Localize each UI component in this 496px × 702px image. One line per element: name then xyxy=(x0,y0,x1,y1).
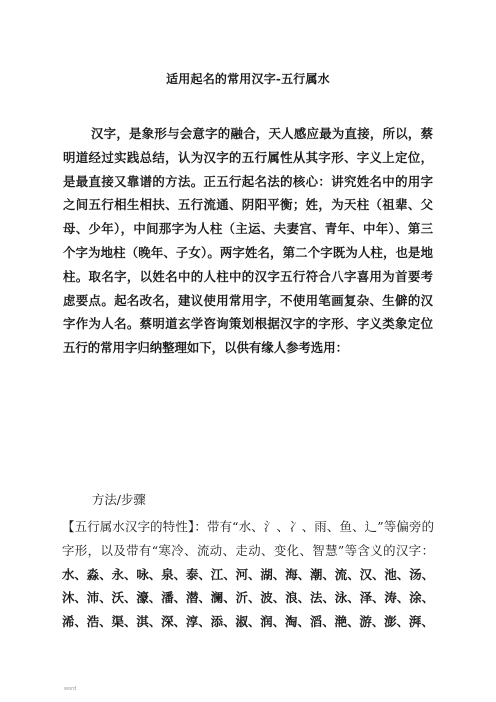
page-footer: word xyxy=(64,686,77,692)
wuxing-heading: 【五行属水汉字的特性】：带有“水、氵、冫、雨、鱼、辶”等偏旁的字形，以及带有“寒冷、流动、走动、变化、智慧”等含义的汉字： xyxy=(62,519,434,558)
wuxing-char-list: 水、淼、永、咏、泉、泰、江、河、湖、海、潮、流、汉、池、汤、沐、沛、沃、濠、潘、潜、澜、沂、波、浪、法、泳、泽、涛、涂、浠、浩、渠、淇、深、淳、添、淑、润、淘、滔、滟、游、澎、湃、 xyxy=(62,566,434,630)
wuxing-paragraph xyxy=(62,515,434,634)
document-title: 适用起名的常用汉字-五行属水 xyxy=(166,72,330,86)
intro-paragraph: 汉字，是象形与会意字的融合，天人感应最为直接，所以，蔡明道经过实践总结，认为汉字的五行属性从其字形、字义上定位，是最直接又靠谱的方法。正五行起名法的核心：讲究姓名中的用字之间五行相生相扶、五行流通、阴阳平衡；姓，为天柱（祖辈、父母、少年），中间那字为人柱（主运、夫妻宫、青年、中年）、第三个字为地柱（晚年、子女）。两字姓名，第二个字既为人柱，也是地柱。取名字，以姓名中的人柱中的汉字五行符合八字喜用为首要考虑要点。起名改名，建议使用常用字，不使用笔画复杂、生僻的汉字作为人名。蔡明道玄学咨询策划根据汉字的字形、字义类象定位五行的常用字归纳整理如下，以供有缘人参考选用： xyxy=(63,126,433,356)
method-heading: 方法/步骤 xyxy=(92,492,146,507)
